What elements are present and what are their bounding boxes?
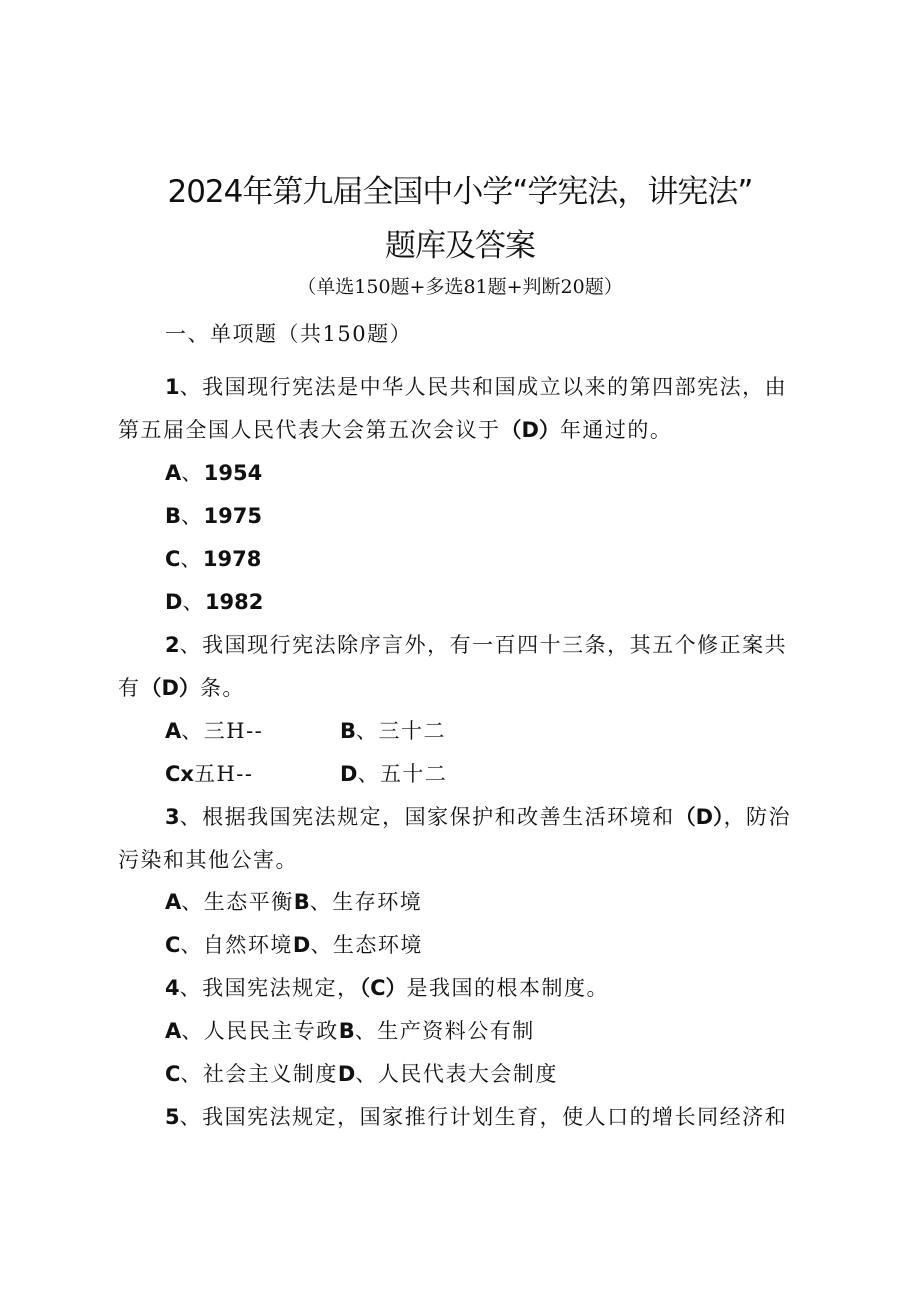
answer-marker: （D） <box>674 805 724 829</box>
document-title-line1: 2024年第九届全国中小学“学宪法，讲宪法” <box>167 174 753 210</box>
option-b: B、三十二 <box>340 719 447 743</box>
question-1-line1: 1、我国现行宪法是中华人民共和国成立以来的第四部宪法，由 <box>165 375 788 399</box>
option-a: A、1954 <box>165 461 263 485</box>
option-c-d-line: C、社会主义制度D、人民代表大会制度 <box>165 1062 558 1086</box>
question-number: 1 <box>165 375 180 399</box>
answer-marker: （D） <box>500 418 560 442</box>
document-title-line2: 题库及答案 <box>385 228 535 264</box>
option-a-b-line: A、生态平衡B、生存环境 <box>165 890 423 914</box>
question-5-line1: 5、我国宪法规定，国家推行计划生育，使人口的增长同经济和 <box>165 1105 788 1129</box>
question-1-line2: 第五届全国人民代表大会第五次会议于（D）年通过的。 <box>118 418 673 442</box>
question-4-line1: 4、我国宪法规定，（C）是我国的根本制度。 <box>165 976 610 1000</box>
question-number: 5 <box>165 1105 180 1129</box>
question-2-line1: 2、我国现行宪法除序言外，有一百四十三条，其五个修正案共 <box>165 633 788 657</box>
question-3-line2: 污染和其他公害。 <box>118 848 298 872</box>
answer-marker: （D） <box>140 676 200 700</box>
option-c-d-line: C、自然环境D、生态环境 <box>165 933 423 957</box>
question-2-line2: 有（D）条。 <box>118 676 245 700</box>
option-c: Cx五H-- <box>165 762 254 786</box>
question-number: 2 <box>165 633 180 657</box>
option-a-b-line: A、人民民主专政B、生产资料公有制 <box>165 1019 535 1043</box>
question-number: 4 <box>165 976 180 1000</box>
option-a: A、三H-- <box>165 719 264 743</box>
option-d: D、五十二 <box>340 762 448 786</box>
question-3-line1: 3、根据我国宪法规定，国家保护和改善生活环境和（D），防治 <box>165 805 792 829</box>
answer-marker: （C） <box>359 976 407 1000</box>
document-subtitle: （单选150题+多选81题+判断20题） <box>297 276 623 298</box>
question-number: 3 <box>165 805 180 829</box>
option-d: D、1982 <box>165 590 264 614</box>
option-c: C、1978 <box>165 547 262 571</box>
option-b: B、1975 <box>165 504 262 528</box>
section-heading: 一、单项题（共150题） <box>165 322 413 346</box>
